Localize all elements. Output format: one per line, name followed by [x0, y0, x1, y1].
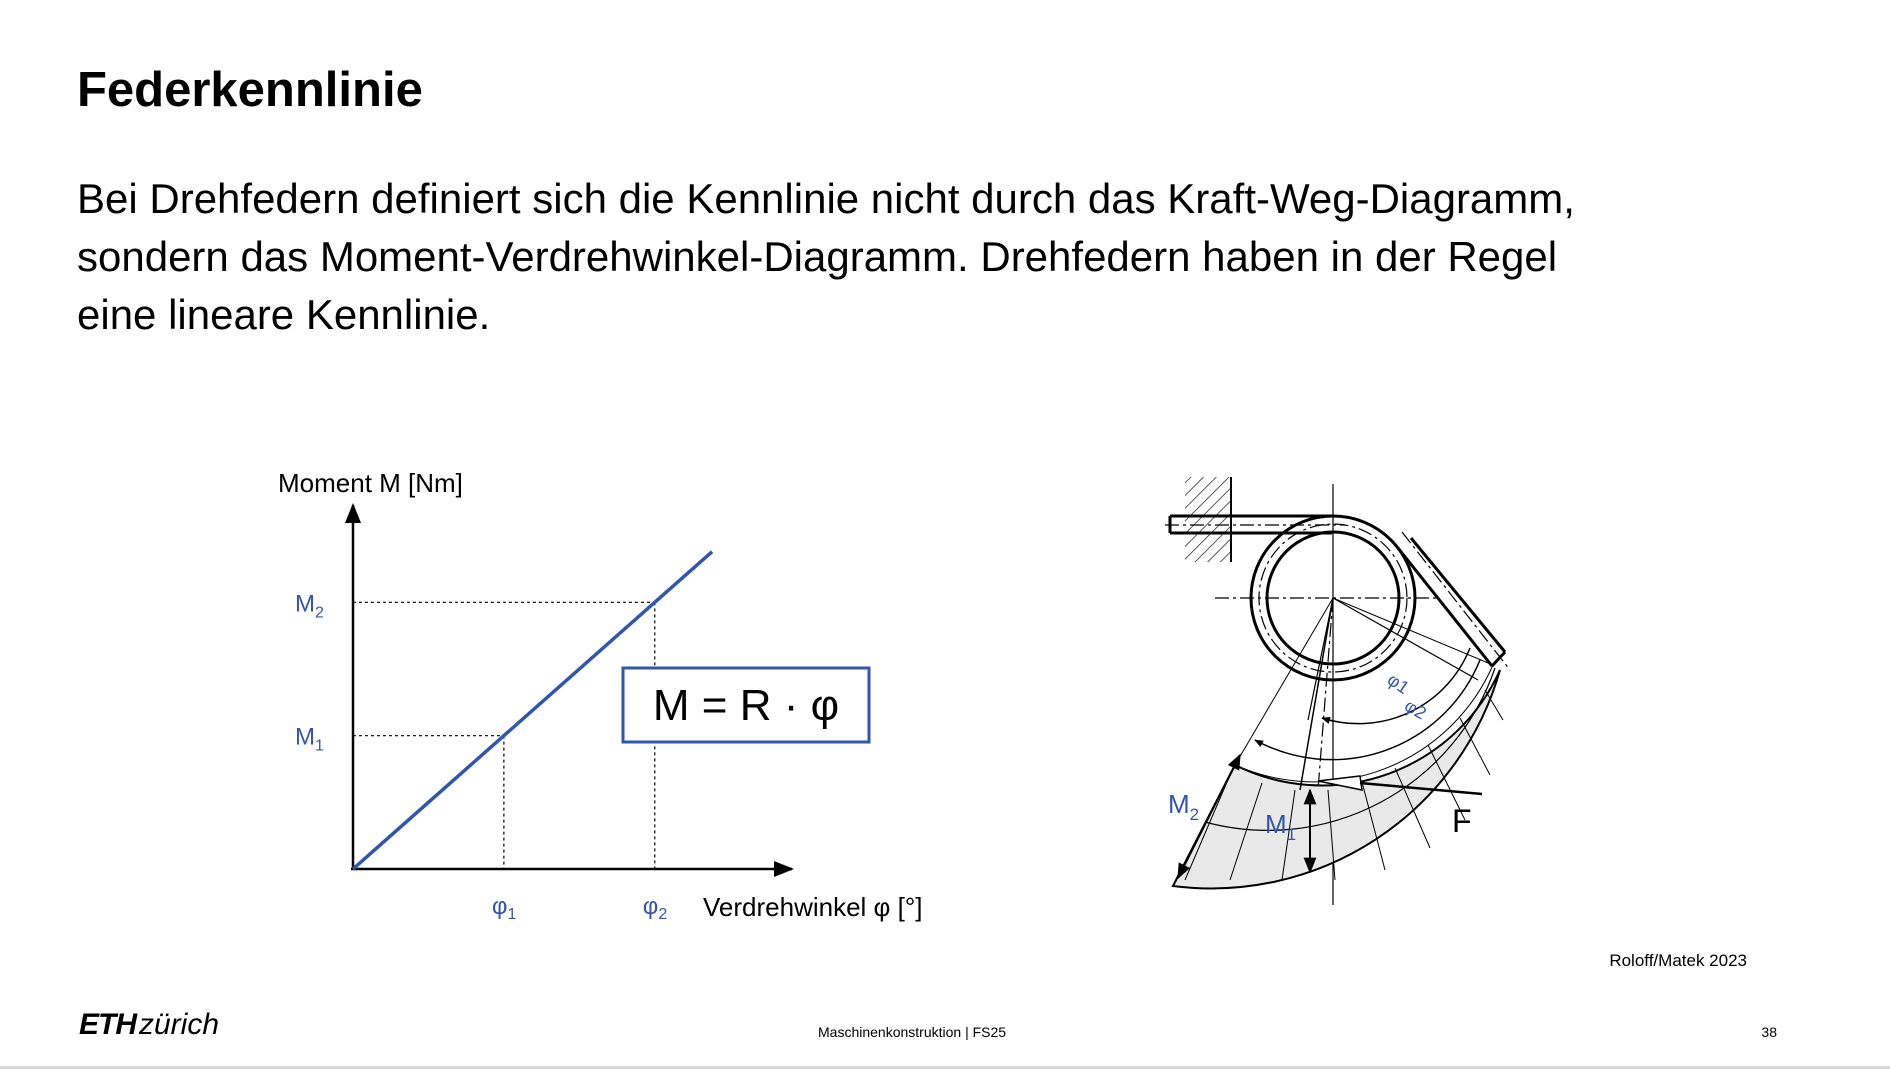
- body-line-1: Bei Drehfedern definiert sich die Kennlinie nicht durch das Kraft-Weg-Diagramm,: [77, 175, 1575, 222]
- torsion-spring-figure: [1165, 477, 1510, 905]
- wall-hatch: [1185, 477, 1231, 562]
- slide-title: Federkennlinie: [77, 63, 423, 117]
- eth-zurich-logo: [79, 1008, 219, 1042]
- footer-course: Maschinenkonstruktion | FS25: [818, 1024, 1007, 1040]
- y-tick-label-1: $M_1$: [295, 723, 324, 755]
- spring-m1-label: $M_1$: [1265, 809, 1297, 844]
- logo-zurich: zürich: [139, 1008, 220, 1041]
- page-number: 38: [1761, 1024, 1777, 1040]
- spring-phi1-label: φ1: [1383, 669, 1413, 699]
- source-citation: Roloff/Matek 2023: [1609, 951, 1747, 970]
- formula-text: M = R · φ: [652, 681, 840, 730]
- spring-m2-label: $M_2$: [1168, 789, 1200, 824]
- spring-force-label: F: [1452, 803, 1472, 839]
- x-axis-label: Verdrehwinkel φ [°]: [703, 892, 923, 922]
- y-axis-label: Moment M [Nm]: [278, 468, 463, 498]
- body-line-2: sondern das Moment-Verdrehwinkel-Diagramm. Drehfedern haben in der Regel: [77, 233, 1558, 280]
- spring-phi2-label: φ2: [1401, 695, 1430, 724]
- formula-box: [623, 668, 869, 742]
- bottom-divider: [0, 1066, 1890, 1069]
- y-tick-label-2: $M_2$: [295, 590, 324, 622]
- logo-eth: ETH: [79, 1008, 136, 1041]
- body-line-3: eine lineare Kennlinie.: [77, 291, 491, 338]
- moment-angle-chart: [278, 468, 922, 923]
- x-tick-label-1: $\varphi_1$: [491, 893, 517, 923]
- x-tick-label-2: $\varphi_2$: [642, 893, 668, 923]
